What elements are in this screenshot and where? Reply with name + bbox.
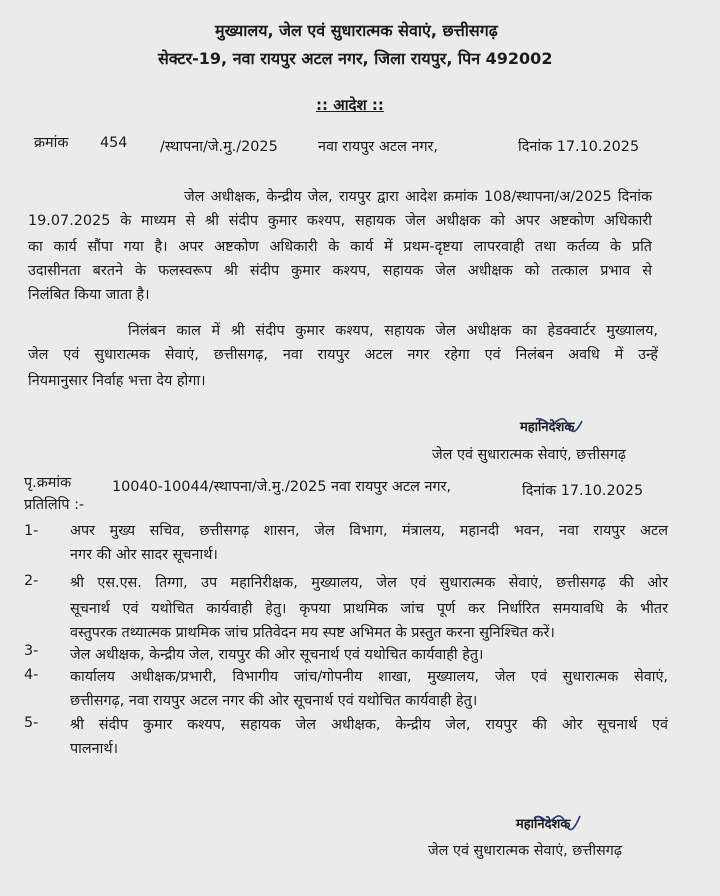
- copy-item-line: अपर मुख्य सचिव, छत्तीसगढ़ शासन, जेल विभाग, मंत्रालय, महानदी भवन, नवा रायपुर अटल: [70, 523, 668, 539]
- ref-date: दिनांक 17.10.2025: [518, 139, 640, 155]
- signature-2-block: [514, 812, 594, 838]
- para2-line: निलंबन काल में श्री संदीप कुमार कश्यप, सहायक जेल अधीक्षक का हेडक्वार्टर मुख्यालय,: [128, 323, 658, 339]
- copy-item-line: छत्तीसगढ़, नवा रायपुर अटल नगर की ओर सूचनार्थ एवं यथोचित कार्यवाही हेतु।: [70, 693, 478, 709]
- copy-item-number: 2-: [24, 573, 39, 589]
- copy-item-line: कार्यालय अधीक्षक/प्रभारी, विभागीय जांच/गोपनीय शाखा, मुख्यालय, जेल एवं सुधारात्मक सेवाएं,: [70, 669, 668, 685]
- endorsement-label: पृ.क्रमांक: [24, 475, 72, 491]
- copy-item-number: 1-: [24, 523, 39, 539]
- ref-place: नवा रायपुर अटल नगर,: [318, 139, 439, 155]
- endorsement-number: 10040-10044/स्थापना/जे.मु./2025 नवा रायपुर अटल नगर,: [112, 479, 452, 495]
- copy-item-number: 4-: [24, 667, 39, 683]
- copy-item-line: पालनार्थ।: [70, 741, 119, 757]
- copy-label: प्रतिलिपि :-: [24, 497, 85, 513]
- copy-item-line: वस्तुपरक तथ्यात्मक प्राथमिक जांच प्रतिवेदन मय स्पष्ट अभिमत के प्रस्तुत करना सुनिश्चित करें।: [70, 625, 555, 641]
- signature-2-title: महानिदेशक: [516, 817, 571, 832]
- endorsement-date: दिनांक 17.10.2025: [522, 483, 644, 499]
- para1-line: 19.07.2025 के माध्यम से श्री संदीप कुमार कश्यप, सहायक जेल अधीक्षक को अपर अष्टकोण अधिकारी: [28, 213, 652, 229]
- office-name: मुख्यालय, जेल एवं सुधारात्मक सेवाएं, छत्तीसगढ़: [215, 21, 498, 40]
- para2-line: नियमानुसार निर्वाह भत्ता देय होगा।: [28, 373, 206, 389]
- copy-item-line: श्री एस.एस. तिग्गा, उप महानिरीक्षक, मुख्यालय, जेल एवं सुधारात्मक सेवाएं, छत्तीसगढ़ की ओर: [70, 575, 668, 591]
- signature-2-dept: जेल एवं सुधारात्मक सेवाएं, छत्तीसगढ़: [428, 843, 622, 859]
- para1-line: का कार्य सौंपा गया है। अपर अष्टकोण अधिकारी के कार्य में प्रथम-दृष्टया लापरवाही तथा कर्तव्य के प्रति: [28, 239, 652, 255]
- para2-line: जेल एवं सुधारात्मक सेवाएं, छत्तीसगढ़, नवा रायपुर अटल नगर रहेगा एवं निलंबन अवधि में उन्हें: [28, 347, 658, 363]
- copy-item-line: नगर की ओर सादर सूचनार्थ।: [70, 547, 218, 563]
- ref-number: 454: [100, 135, 128, 151]
- order-title: :: आदेश ::: [316, 96, 384, 114]
- ref-path: /स्थापना/जे.मु./2025: [160, 139, 278, 155]
- ref-label: क्रमांक: [34, 135, 69, 151]
- signature-1-block: [518, 415, 598, 441]
- para1-line: निलंबित किया जाता है।: [28, 287, 150, 303]
- signature-1-title: महानिदेशक: [520, 420, 575, 435]
- copy-item-line: श्री संदीप कुमार कश्यप, सहायक जेल अधीक्षक, केन्द्रीय जेल, रायपुर की ओर सूचनार्थ एवं: [70, 717, 668, 733]
- para1-line: जेल अधीक्षक, केन्द्रीय जेल, रायपुर द्वारा आदेश क्रमांक 108/स्थापना/अ/2025 दिनांक: [184, 189, 652, 205]
- para1-line: उदासीनता बरतने के फलस्वरूप श्री संदीप कुमार कश्यप, सहायक जेल अधीक्षक को तत्काल प्रभाव से: [28, 263, 652, 279]
- copy-item-line: सूचनार्थ एवं यथोचित कार्यवाही हेतु। कृपया प्राथमिक जांच पूर्ण कर निर्धारित समयावधि के भीतर: [70, 601, 668, 617]
- signature-1-dept: जेल एवं सुधारात्मक सेवाएं, छत्तीसगढ़: [432, 447, 626, 463]
- copy-item-number: 3-: [24, 643, 39, 659]
- copy-item-number: 5-: [24, 715, 39, 731]
- copy-item-line: जेल अधीक्षक, केन्द्रीय जेल, रायपुर की ओर सूचनार्थ एवं यथोचित कार्यवाही हेतु।: [70, 647, 484, 663]
- signature-1-scribble: [518, 415, 598, 441]
- signature-2-scribble: [514, 812, 594, 838]
- office-address: सेक्टर-19, नवा रायपुर अटल नगर, जिला रायपुर, पिन 492002: [158, 49, 553, 68]
